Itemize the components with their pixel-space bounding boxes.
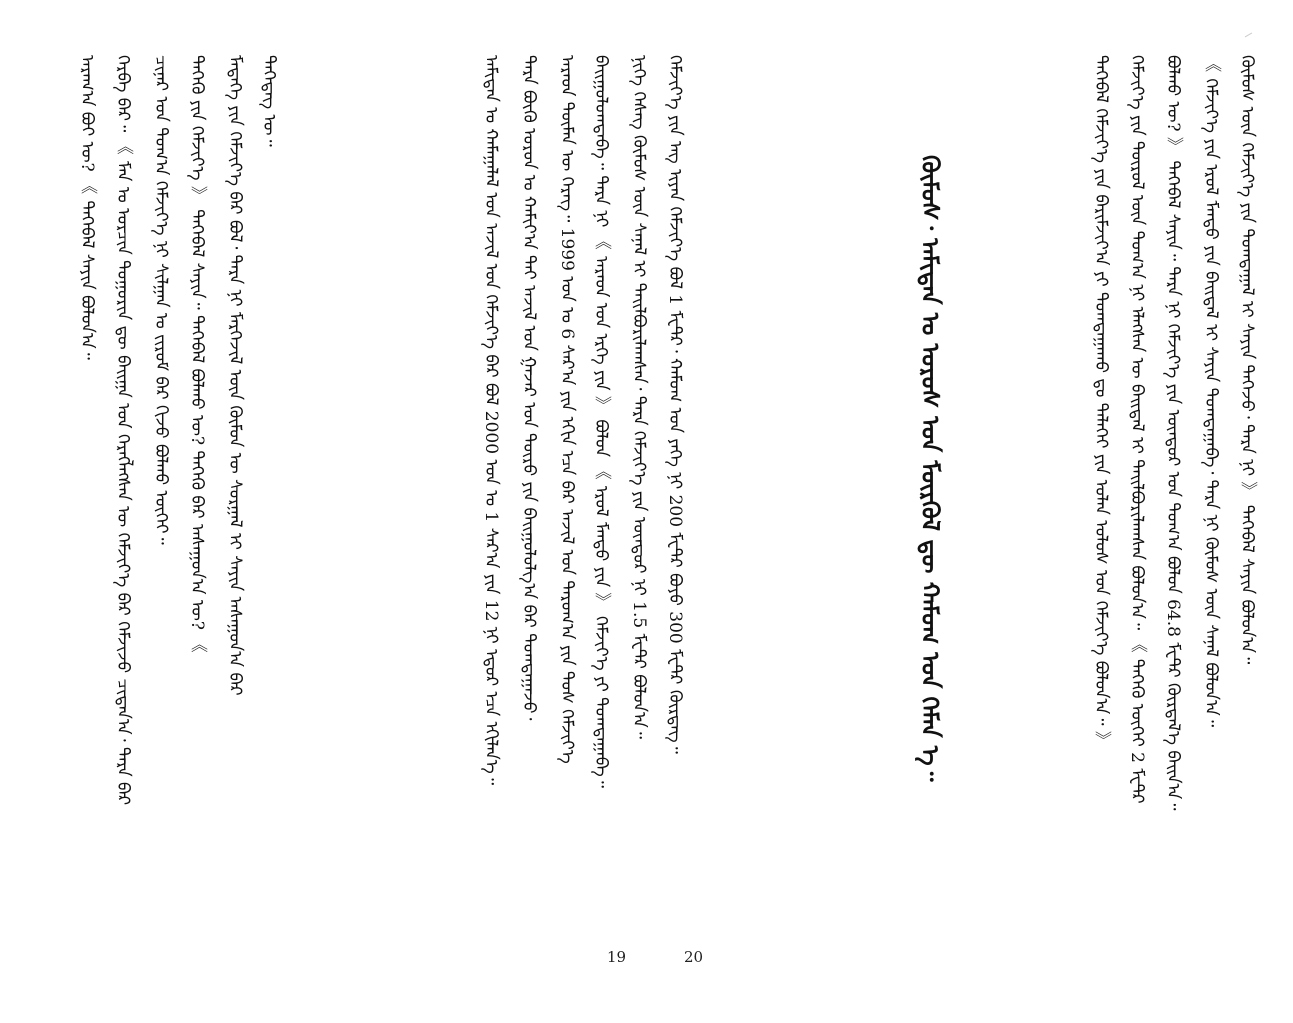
left-page-line-5: ᠨᠢᠭᠡ ᠬᠡᠰᠡᠭ ᠬᠦᠮᠦᠰ ᠦᠨ ᠰᠠᠨᠠᠯ ᠢ ᠲᠠᠢᠯᠪᠤᠷᠢᠯᠠᠭᠰᠠᠨ᠂ ᠲᠡᠷᠡ ᠬᠡᠮᠵᠢᠶ᠎ᠡ ᠶᠢᠨ ᠦᠨᠳᠦᠷ ᠨᠢ 1.5 ᠮᠧᠲ᠋ᠷ ᠪᠣᠯᠤᠨ᠎ᠠ᠃ (629, 55, 649, 739)
left-page-line-9: ᠪᠣᠯᠬᠤ ᠦ? 》 ᠲᠡᠭᠡᠪᠡᠯ ᠰᠠᠶᠢᠨ᠃ ᠲᠡᠷᠡ ᠨᠢ ᠬᠡᠮᠵᠢᠶ᠎ᠡ ᠶᠢᠨ ᠦᠨᠳᠦᠷ ᠤᠨ ᠲᠣᠭ᠎ᠠ ᠪᠣᠯᠤᠨ 64.8 ᠮᠧᠲ᠋ᠷ ᠬᠦᠷᠲᠡᠯ᠎ᠡ ᠪᠠᠢᠨ᠎ᠠ᠃ (1163, 55, 1183, 811)
left-page-line-4: ᠪᠠᠢᠭᠤᠯᠤᠭᠳᠠᠪᠠ᠃ ᠲᠡᠷᠡ ᠨᠢ 《 ᠠᠷᠠᠳ ᠤᠨ ᠡᠷᠬᠡ ᠶᠢᠨ 》 ᠪᠣᠯᠤᠨ 《 ᠡᠷᠦᠯ ᠮᠡᠨᠳᠦ ᠶᠢᠨ 》 ᠬᠡᠮᠵᠢᠶ᠎ᠡ ᠶᠢ ᠲᠣᠭᠲᠠᠭᠠᠪᠠ᠃ (591, 55, 611, 788)
right-page-line-5: ᠮᠡᠳᠡᠭᠡ ᠶᠢᠨ ᠬᠡᠮᠵᠢᠶ᠎ᠡ ᠪᠠᠷ ᠪᠣᠯ᠂ ᠲᠡᠷᠡ ᠨᠢ ᠮᠡᠷᠭᠡᠵᠢᠯ ᠦᠨ ᠬᠦᠮᠦᠨ ᠦ ᠰᠤᠷᠭᠠᠯ ᠢ ᠰᠠᠶᠢᠨ ᠠᠰᠠᠭᠤᠨ᠎ᠠ ᠪᠠᠷ (225, 55, 245, 696)
left-page-line-2: ᠲᠡᠷᠡ ᠪᠦᠬᠦ ᠣᠷᠤᠨ ᠤ ᠬᠠᠮᠢᠶ᠎ᠠ ᠲᠠᠢ ᠠᠵᠢᠯ ᠤᠨ ᠭᠠᠵᠠᠷ ᠤᠨ ᠲᠦᠷᠦ ᠶᠢᠨ ᠪᠠᠢᠭᠤᠯᠤᠯᠭ᠎ᠠ ᠪᠠᠷ ᠲᠣᠭᠲᠠᠭᠠᠵᠤ᠂ (519, 55, 539, 721)
right-page-line-1: ᠠᠷᠠᠭ᠎ᠠ ᠪᠣᠢ ᠦ? 《 ᠲᠡᠭᠡᠪᠡᠯ ᠰᠠᠶᠢᠨ ᠪᠣᠯᠤᠨ᠎ᠠ᠃ (77, 55, 97, 360)
left-page-line-7: ᠲᠡᠭᠡᠪᠡᠯ ᠬᠡᠮᠵᠢᠶ᠎ᠡ ᠶᠢᠨ ᠪᠠᠷᠢᠮᠵᠢᠶ᠎ᠠ ᠶᠢ ᠲᠣᠭᠲᠠᠭᠠᠬᠤ ᠳᠤ ᠳᠡᠯᠡᠬᠡᠢ ᠶᠢᠨ ᠣᠯᠠᠨ ᠤᠯᠤᠰ ᠤᠨ ᠬᠡᠮᠵᠢᠶ᠎ᠡ ᠪᠣᠯᠤᠨ᠎ᠠ᠃ 》 (1091, 55, 1111, 749)
left-page-line-11: ᠬᠦᠮᠦᠰ ᠦᠨ ᠬᠡᠮᠵᠢᠶ᠎ᠡ ᠶᠢᠨ ᠲᠣᠭᠲᠠᠭᠠᠯ ᠢ ᠰᠠᠶᠢᠨ ᠲᠡᠭᠡᠵᠦ᠂ ᠲᠡᠷᠡ ᠨᠢ 》 ᠲᠡᠭᠡᠪᠡᠯ ᠰᠠᠶᠢᠨ ᠪᠣᠯᠤᠨ᠎ᠠ᠃ (1237, 55, 1257, 665)
left-page-line-10: 《 ᠬᠡᠮᠵᠢᠶ᠎ᠡ ᠶᠢᠨ ᠡᠷᠦᠯ ᠮᠡᠨᠳᠦ ᠶᠢᠨ ᠪᠠᠢᠳᠠᠯ ᠢ ᠰᠠᠶᠢᠨ ᠲᠣᠭᠲᠠᠭᠠᠪᠠ᠂ ᠲᠡᠷᠡ ᠨᠢ ᠬᠦᠮᠦᠰ ᠦᠨ ᠰᠠᠨᠠᠯ ᠪᠣᠯᠤᠨ᠎ᠠ᠃ (1201, 55, 1221, 728)
left-page-line-8: ᠬᠡᠮᠵᠢᠶ᠎ᠡ ᠶᠢᠨ ᠲᠦᠷᠦᠯ ᠦᠨ ᠲᠣᠭ᠎ᠠ ᠨᠢ ᠡᠯᠡᠭᠰᠡᠨ ᠦ ᠪᠠᠢᠳᠠᠯ ᠢ ᠲᠠᠢᠯᠪᠤᠷᠢᠯᠠᠭᠰᠠᠨ ᠪᠣᠯᠤᠨ᠎ᠠ᠃ 《 ᠲᠡᠭᠡᠬᠦ ᠦᠭᠡᠢ 2 ᠮᠧᠲ᠋ᠷ (1127, 55, 1147, 804)
right-page-line-2: ᠬᠡᠷᠪᠡ ᠪᠠᠷ᠃ 《 ᠮᠠᠨ ᠤ ᠣᠷᠴᠢᠨ ᠲᠣᠭᠣᠷᠢᠨ ᠳᠦ ᠪᠠᠢᠭᠠ ᠡᠳ ᠬᠡᠷᠡᠭᠯᠡᠭᠰᠡᠨ ᠦ ᠬᠡᠮᠵᠢᠶ᠎ᠡ ᠪᠠᠷ ᠬᠡᠮᠵᠢᠵᠦ ᠴᠢᠳᠠᠨ᠎ᠠ᠂ ᠲᠡᠷᠡ ᠪᠡᠷ (113, 55, 133, 806)
page-number-left: 19 (607, 948, 627, 966)
page-number-right: 20 (684, 948, 704, 966)
left-page-line-6: ᠬᠡᠮᠵᠢᠶ᠎ᠡ ᠶᠢᠨ ᠡᠩ ᠢᠶᠡᠨ ᠬᠡᠮᠵᠢᠶ᠎ᠡ ᠪᠣᠯ 1 ᠮᠧᠲ᠋ᠷ᠂ ᠬᠠᠮᠤᠭ ᠤᠨ ᠶᠡᠬᠡ ᠨᠢ 200 ᠮᠧᠲ᠋ᠷ ᠪᠤᠶᠤ 300 ᠮᠧᠲ᠋ᠷ ᠬᠦᠷᠳᠡᠭ᠃ (665, 55, 685, 754)
left-page-line-1: ᠠᠮᠢᠲᠠᠨ ᠤ ᠬᠠᠮᠠᠭᠠᠯᠠᠯ ᠤᠨ ᠠᠵᠢᠯ ᠤᠨ ᠬᠡᠮᠵᠢᠶ᠎ᠡ ᠪᠠᠷ ᠪᠣᠯ 2000 ᠣᠨ ᠤ 1 ᠰᠠᠷ᠎ᠠ ᠶᠢᠨ 12 ᠨᠢ ᠡᠳᠦᠷ ᠡᠴᠡ ᠡᠬᠢᠯᠡᠨ᠎ᠡ᠃ (481, 55, 501, 785)
chapter-title: ᠬᠦᠮᠦᠰ᠂ ᠠᠮᠢᠲᠠᠨ ᠤ ᠤᠷᠤᠰ ᠤᠨ ᠮᠦᠷᠬᠦᠯ ᠳᠦ ᠬᠠᠮᠤᠭ ᠤᠨ ᠬᠡᠮᠡᠨ ᠡ᠃ (916, 155, 945, 782)
right-page-line-4: ᠲᠡᠭᠡᠬᠦ ᠶᠢᠨ ᠬᠡᠮᠵᠢᠶ᠎ᠡ 》 ᠲᠡᠭᠡᠪᠡᠯ ᠰᠠᠶᠢᠨ᠃ ᠲᠡᠭᠡᠪᠡᠯ ᠪᠣᠯᠬᠤ ᠦ? ᠲᠡᠭᠡᠬᠦ ᠪᠠᠷ ᠠᠰᠠᠭᠤᠨ᠎ᠠ ᠦ? 《 (187, 55, 207, 653)
right-page-line-6: ᠲᠡᠭᠡᠳᠡᠭ ᠦ᠃ (259, 55, 279, 147)
right-page-line-3: ᠴᠢᠨᠠᠷ ᠤᠨ ᠲᠣᠭ᠎ᠠ ᠬᠡᠮᠵᠢᠶ᠎ᠡ ᠨᠢ ᠰᠢᠯᠭᠠᠨ ᠤ ᠵᠢᠷᠤᠮ ᠪᠡᠷ ᠬᠢᠵᠦ ᠪᠣᠯᠬᠤ ᠦᠭᠡᠢ᠃ (151, 55, 171, 545)
left-page-line-3: ᠠᠷᠠᠳ ᠲᠦᠮᠡᠨ ᠦ ᠬᠡᠷᠡᠭ᠃ 1999 ᠣᠨ ᠤ 6 ᠰᠠᠷ᠎ᠠ ᠶᠢᠨ ᠡᠬᠢᠨ ᠡᠴᠡ ᠪᠠᠷ ᠠᠵᠢᠯ ᠤᠨ ᠳᠠᠷᠤᠭ᠎ᠠ ᠶᠢᠨ ᠲᠤᠰ ᠬᠡᠮᠵᠢᠶ᠎ᠡ (557, 55, 577, 764)
scan-speck (1245, 32, 1255, 42)
